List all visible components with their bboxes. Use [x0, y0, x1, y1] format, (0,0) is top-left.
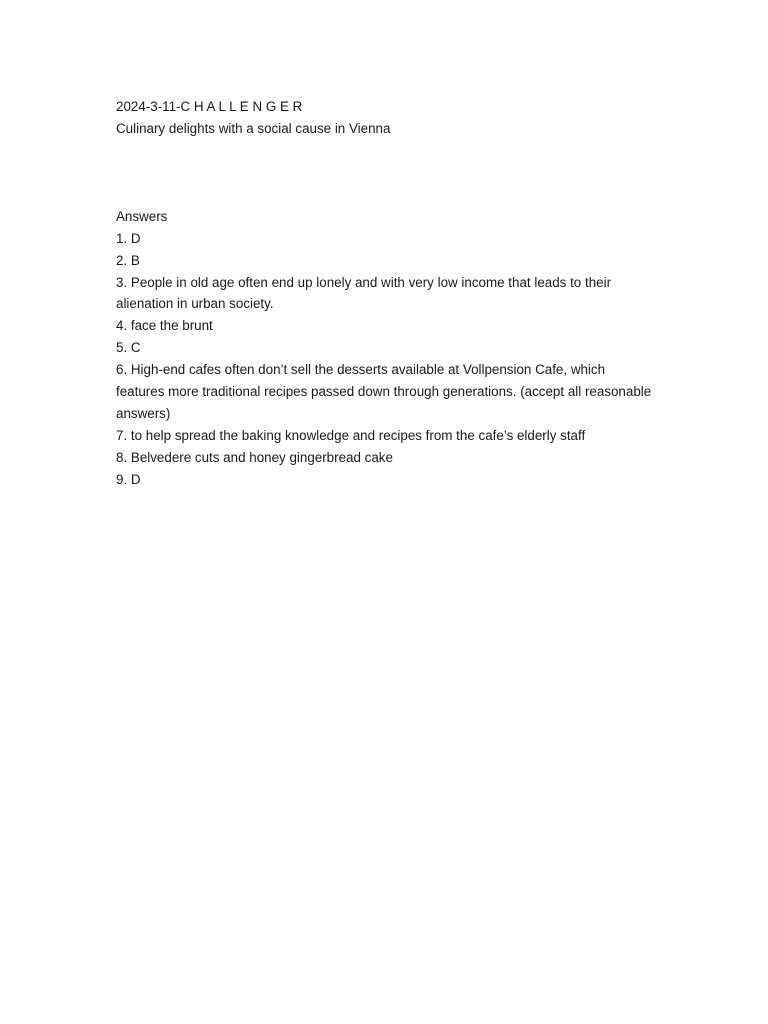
- blank-space: [116, 140, 656, 206]
- answer-item-4: 4. face the brunt: [116, 318, 213, 334]
- answer-item-9: 9. D: [116, 471, 141, 487]
- answer-item-3: 3. People in old age often end up lonely and with very low income that leads to their alienation in urban society.: [116, 274, 612, 312]
- document-page: [116, 96, 656, 491]
- answer-item-7: 7. to help spread the baking knowledge and recipes from the cafe’s elderly staff: [116, 427, 586, 443]
- answer-item-1: 1. D: [116, 230, 141, 246]
- answer-item-8: 8. Belvedere cuts and honey gingerbread cake: [116, 449, 393, 465]
- answer-list: [116, 228, 656, 491]
- answer-item-5: 5. C: [116, 340, 141, 356]
- document-subtitle: Culinary delights with a social cause in Vienna: [116, 120, 391, 136]
- document-header-line: 2024-3-11-C H A L L E N G E R: [116, 99, 303, 114]
- answer-item-2: 2. B: [116, 252, 140, 268]
- answer-item-6: 6. High-end cafes often don’t sell the desserts available at Vollpension Cafe, which features more traditional recipes passed down through generations. (accept all reasonable answers): [116, 362, 652, 421]
- answers-heading: Answers: [116, 208, 168, 224]
